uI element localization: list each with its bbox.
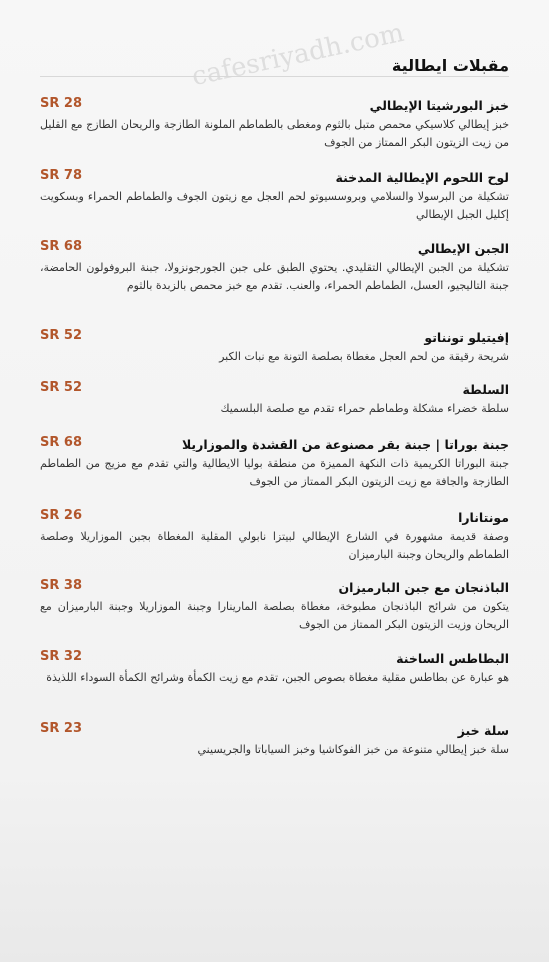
item-name: سلة خبز <box>457 723 509 738</box>
item-description: سلطة خضراء مشكلة وطماطم حمراء تقدم مع صلصة البلسميك <box>220 402 509 415</box>
item-description: تشكيلة من البرسولا والسلامي وبروسسيوتو لحم العجل مع زيتون الجوف والطماطم الحمراء وبسكويت إكليل الجبل الإيطالي <box>40 190 509 221</box>
item-name: السلطة <box>462 382 509 397</box>
item-price: SR 52 <box>40 328 82 343</box>
item-price: SR 26 <box>40 508 82 523</box>
site-watermark: cafesriyadh.com <box>189 17 407 93</box>
item-description: وصفة قديمة مشهورة في الشارع الإيطالي لبيتزا نابولي المقلية المغطاة بجبن الموزاريلا وصلصة الطماطم والريحان وجبنة البارميزان <box>40 530 509 561</box>
item-price: SR 52 <box>40 380 82 395</box>
item-description: خبز إيطالي كلاسيكي محمص متبل بالثوم ومغطى بالطماطم الملونة الطازجة والريحان الطازج مع القليل من زيت الزيتون البكر الممتاز من الجوف <box>40 118 509 149</box>
item-name: البطاطس الساخنة <box>396 651 509 666</box>
item-name: لوح اللحوم الإيطالية المدخنة <box>335 170 509 185</box>
item-description: هو عبارة عن بطاطس مقلية مغطاة بصوص الجبن، تقدم مع زيت الكمأة وشرائح الكمأة السوداء اللذيذة <box>46 671 509 684</box>
item-price: SR 68 <box>40 435 82 450</box>
item-price: SR 28 <box>40 96 82 111</box>
item-price: SR 78 <box>40 168 82 183</box>
section-title: مقبلات ايطالية <box>391 56 509 75</box>
item-name: إفيتيلو تونناتو <box>424 330 509 345</box>
item-name: جبنة بوراتا | جبنة بقر مصنوعة من القشدة والموزاريلا <box>181 437 509 452</box>
section-header <box>40 52 509 77</box>
item-description: تشكيلة من الجبن الإيطالي التقليدي. يحتوي الطبق على جبن الجورجونزولا، جبنة البروفولون الحامضة، جبنة التاليجيو، العسل، الطماطم الحمراء، والعنب. تقدم مع خبز محمص بالزبدة بالثوم <box>40 261 509 292</box>
item-description: شريحة رقيقة من لحم العجل مغطاة بصلصة التونة مع نبات الكبر <box>219 350 509 363</box>
item-description: جبنة البوراتا الكريمية ذات النكهة المميزة من منطقة بوليا الايطالية والتي تقدم مع مزيج من الطماطم الطازجة والجافة مع زيت الزيتون البكر الممتاز من الجوف <box>40 457 509 488</box>
item-name: مونتانارا <box>458 510 509 525</box>
item-description: سلة خبز إيطالي متنوعة من خبز الفوكاشيا وخبز السياباتا والجريسيني <box>197 743 509 756</box>
item-name: خبز البورشيتا الإيطالي <box>369 98 509 113</box>
item-price: SR 32 <box>40 649 82 664</box>
item-description: يتكون من شرائح الباذنجان مطبوخة، مغطاة بصلصة المارينارا وجبنة الموزاريلا وجبنة البارميزان مع الريحان وزيت الزيتون البكر الممتاز من الجوف <box>40 600 509 631</box>
item-name: الجبن الإيطالي <box>417 241 509 256</box>
item-price: SR 38 <box>40 578 82 593</box>
item-price: SR 68 <box>40 239 82 254</box>
item-name: الباذنجان مع جبن البارميزان <box>338 580 509 595</box>
item-price: SR 23 <box>40 721 82 736</box>
